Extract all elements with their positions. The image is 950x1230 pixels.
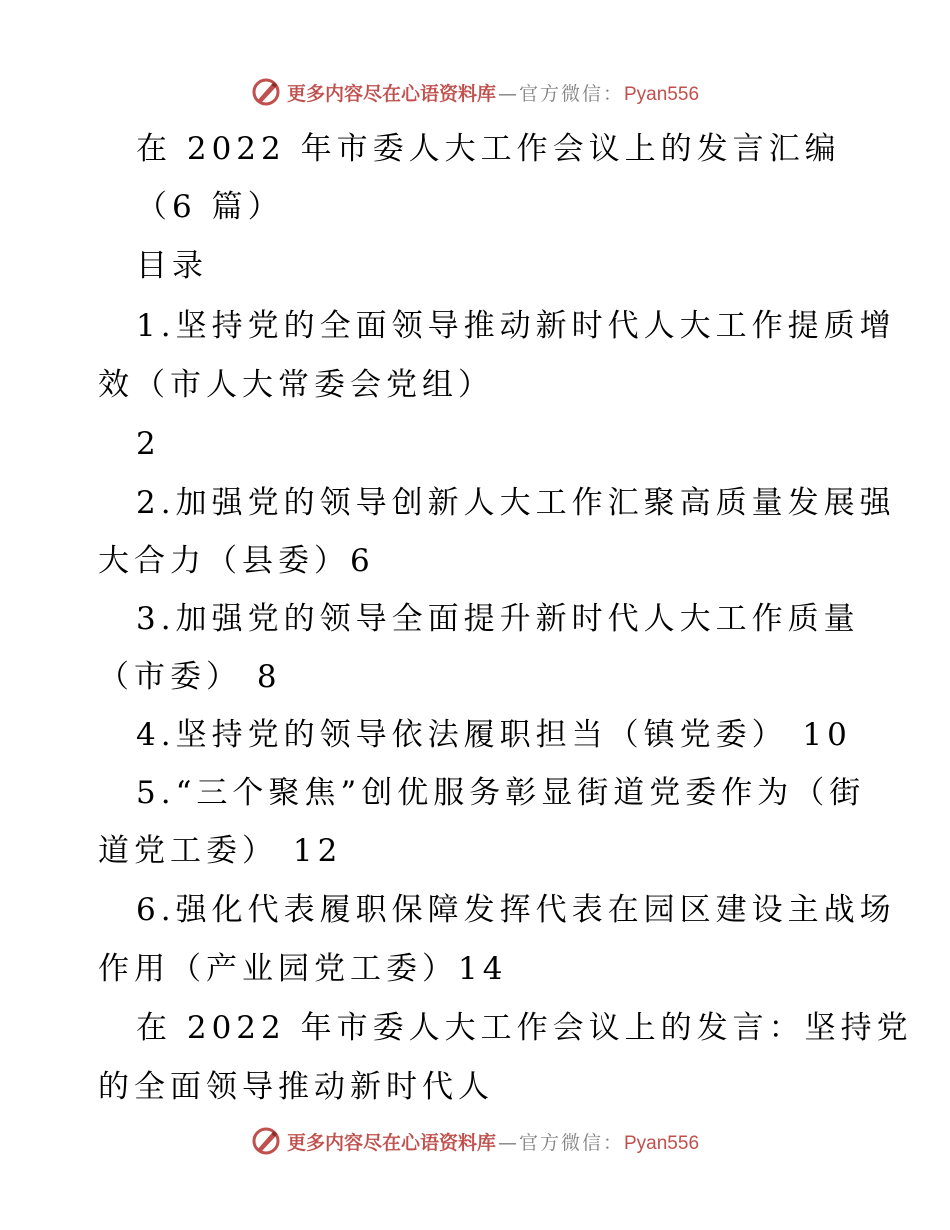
document-body <box>98 120 913 1116</box>
toc-item-6-line-2: 作用（产业园党工委）14 <box>98 951 508 987</box>
header-banner <box>0 72 950 112</box>
toc-item-5-line-2: 道党工委） 12 <box>98 833 343 869</box>
toc-list <box>98 296 896 998</box>
footer-banner-text <box>287 1128 699 1155</box>
document-title-line-2: （6 篇） <box>136 189 284 225</box>
section-title-line-2: 的全面领导推动新时代人 <box>98 1069 494 1105</box>
wechat-id: Pyan556 <box>624 1132 700 1154</box>
toc-item-3-line-1: 3.加强党的领导全面提升新时代人大工作质量 <box>136 601 860 637</box>
library-text: 更多内容尽在心语资料库 <box>286 82 496 105</box>
pen-logo-icon <box>251 1126 281 1156</box>
toc-item-6-line-1: 6.强化代表履职保障发挥代表在园区建设主战场 <box>136 892 896 928</box>
pen-logo-icon <box>251 77 281 107</box>
wechat-label: 官方微信： <box>518 82 624 105</box>
toc-item-1-line-1: 1.坚持党的全面领导推动新时代人大工作提质增 <box>136 308 896 344</box>
toc-item-2-line-1: 2.加强党的领导创新人大工作汇聚高质量发展强 <box>136 485 896 521</box>
section-title-line-1: 在 2022 年市委人大工作会议上的发言：坚持党 <box>136 1010 913 1046</box>
toc-item-3-line-2: （市委） 8 <box>98 659 282 695</box>
footer-banner <box>0 1121 950 1161</box>
toc-item-1-page: 2 <box>136 426 161 462</box>
toc-item-2-line-2: 大合力（县委）6 <box>98 543 375 579</box>
toc-heading: 目录 <box>136 248 208 284</box>
banner-separator: — <box>497 82 517 105</box>
banner-separator: — <box>497 1131 517 1154</box>
wechat-label: 官方微信： <box>518 1131 624 1154</box>
library-text: 更多内容尽在心语资料库 <box>286 1131 496 1154</box>
header-banner-text <box>287 79 699 106</box>
document-title-line-1: 在 2022 年市委人大工作会议上的发言汇编 <box>136 131 841 167</box>
toc-item-1-line-2: 效（市人大常委会党组） <box>98 367 494 403</box>
wechat-id: Pyan556 <box>624 83 700 105</box>
toc-item-4-line-1: 4.坚持党的领导依法履职担当（镇党委） 10 <box>136 717 852 753</box>
toc-item-5-line-1: 5.“三个聚焦”创优服务彰显街道党委作为（街 <box>136 775 866 811</box>
